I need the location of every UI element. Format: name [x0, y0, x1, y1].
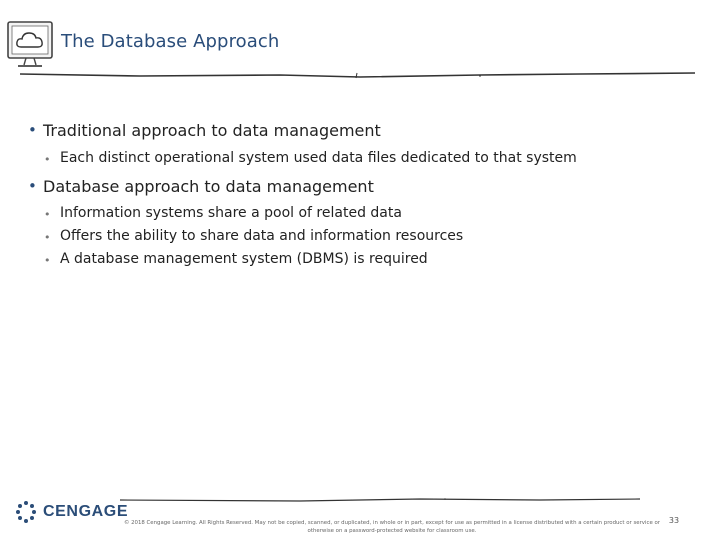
cloud-computer-icon	[6, 20, 56, 72]
sub-bullet-item: • Offers the ability to share data and information resources	[28, 228, 698, 244]
cengage-logo	[14, 500, 128, 524]
sub-bullet-item: • A database management system (DBMS) is required	[28, 251, 698, 267]
title-divider	[20, 68, 695, 82]
sub-bullet-item: • Each distinct operational system used data files dedicated to that system	[28, 150, 698, 166]
bullet-content	[28, 121, 698, 267]
copyright-notice: © 2018 Cengage Learning. All Rights Reserved. May not be copied, scanned, or duplicated, in whole or in part, except for use as permitted in a license distributed with a certain product or service or otherwise on a password-protected website for classroom use.	[124, 520, 660, 534]
bullet-item: • Database approach to data management	[28, 177, 698, 196]
slide-title: The Database Approach	[61, 31, 280, 52]
page-number: 33	[668, 516, 680, 525]
sub-bullet-item: • Information systems share a pool of related data	[28, 205, 698, 221]
bullet-item: • Traditional approach to data management	[28, 121, 698, 140]
footer-divider	[120, 496, 640, 504]
brand-name: CENGAGE	[43, 503, 129, 520]
cengage-mark-icon	[14, 500, 38, 524]
